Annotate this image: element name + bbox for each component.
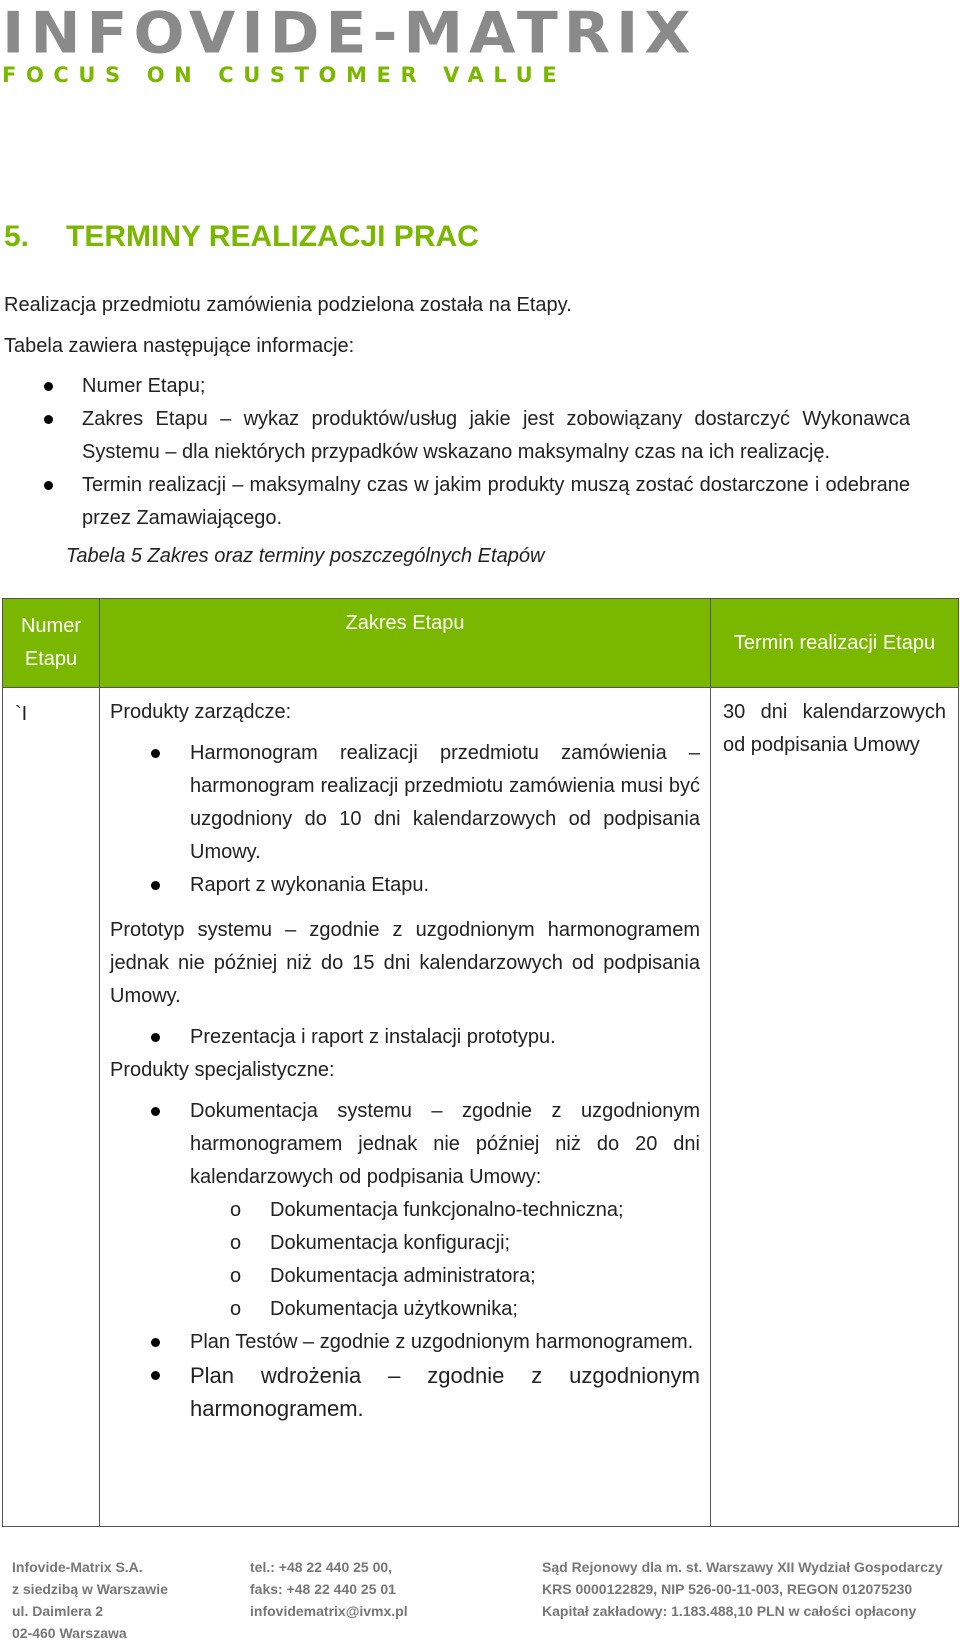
plan-list — [110, 1326, 700, 1425]
bullet-icon — [151, 1371, 160, 1380]
intro-paragraph: Realizacja przedmiotu zamówienia podzielona została na Etapy. — [4, 294, 572, 316]
section-number: 5. — [4, 220, 30, 253]
sublist-item: o Dokumentacja administratora; — [110, 1260, 700, 1293]
bullet-icon — [151, 881, 160, 890]
prototype-text: Prototyp systemu – zgodnie z uzgodnionym harmonogramem jednak nie później niż do 15 dni kalendarzowych od podpisania Umowy. — [110, 919, 700, 1007]
section-title: TERMINY REALIZACJI PRAC — [66, 220, 479, 253]
table-caption: Tabela 5 Zakres oraz terminy poszczególnych Etapów — [66, 545, 545, 567]
stage-scope — [100, 688, 711, 1527]
column-header-term: Termin realizacji Etapu — [711, 599, 959, 688]
section-heading — [4, 220, 479, 254]
stage-number: `I — [3, 688, 100, 1527]
circle-bullet-icon: o — [230, 1232, 242, 1254]
info-list — [0, 370, 960, 535]
stage-term: 30 dni kalendarzowych od podpisania Umowy — [711, 688, 959, 1527]
bullet-icon — [151, 1107, 160, 1116]
list-item: Prezentacja i raport z instalacji prototypu. — [110, 1021, 700, 1054]
management-heading: Produkty zarządcze: — [110, 701, 292, 723]
sublist-item: o Dokumentacja funkcjonalno-techniczna; — [110, 1194, 700, 1227]
intro-paragraph: Tabela zawiera następujące informacje: — [4, 335, 355, 357]
table-row — [3, 688, 959, 1527]
footer-contact: tel.: +48 22 440 25 00, faks: +48 22 440 25 01 infovidematrix@ivmx.pl — [250, 1559, 408, 1619]
company-logo — [2, 0, 697, 87]
circle-bullet-icon: o — [230, 1199, 242, 1221]
list-item: Dokumentacja systemu – zgodnie z uzgodnionym harmonogramem jednak nie później niż do 20 dni kalendarzowych od podpisania Umowy: — [110, 1095, 700, 1194]
circle-bullet-icon: o — [230, 1265, 242, 1287]
footer-company: Infovide-Matrix S.A. z siedzibą w Warszawie ul. Daimlera 2 02-460 Warszawa — [12, 1559, 168, 1641]
list-item: Termin realizacji – maksymalny czas w jakim produkty muszą zostać dostarczone i odebrane przez Zamawiającego. — [0, 469, 960, 535]
specialist-list — [110, 1095, 700, 1194]
logo-wordmark: INFOVIDE-MATRIX — [2, 0, 697, 67]
bullet-icon — [151, 1338, 160, 1347]
documentation-sublist — [110, 1194, 700, 1326]
list-item: Numer Etapu; — [0, 370, 960, 403]
specialist-heading: Produkty specjalistyczne: — [110, 1059, 335, 1081]
list-item: Plan Testów – zgodnie z uzgodnionym harmonogramem. — [110, 1326, 700, 1359]
list-item: Plan wdrożenia – zgodnie z uzgodnionym harmonogramem. — [110, 1359, 700, 1425]
management-list — [110, 737, 700, 902]
list-item: Zakres Etapu – wykaz produktów/usług jakie jest zobowiązany dostarczyć Wykonawca Systemu – dla niektórych przypadków wskazano maksymalny czas na ich realizację. — [0, 403, 960, 469]
sublist-item: o Dokumentacja użytkownika; — [110, 1293, 700, 1326]
bullet-icon — [44, 415, 53, 424]
column-header-number: Numer Etapu — [3, 599, 100, 688]
column-header-scope: Zakres Etapu — [100, 599, 711, 688]
bullet-icon — [44, 481, 53, 490]
prototype-list — [110, 1021, 700, 1054]
stages-table — [2, 598, 959, 1527]
footer-registry: Sąd Rejonowy dla m. st. Warszawy XII Wydział Gospodarczy KRS 0000122829, NIP 526-00-11-003, REGON 012075230 Kapitał zakładowy: 1.183.488,10 PLN w całości opłacony — [542, 1559, 943, 1619]
sublist-item: o Dokumentacja konfiguracji; — [110, 1227, 700, 1260]
list-item: Raport z wykonania Etapu. — [110, 869, 700, 902]
list-item: Harmonogram realizacji przedmiotu zamówienia – harmonogram realizacji przedmiotu zamówienia musi być uzgodniony do 10 dni kalendarzowych od podpisania Umowy. — [110, 737, 700, 869]
bullet-icon — [151, 1033, 160, 1042]
table-header-row — [3, 599, 959, 688]
bullet-icon — [151, 749, 160, 758]
bullet-icon — [44, 382, 53, 391]
circle-bullet-icon: o — [230, 1298, 242, 1320]
logo-tagline: FOCUS ON CUSTOMER VALUE — [2, 63, 567, 87]
